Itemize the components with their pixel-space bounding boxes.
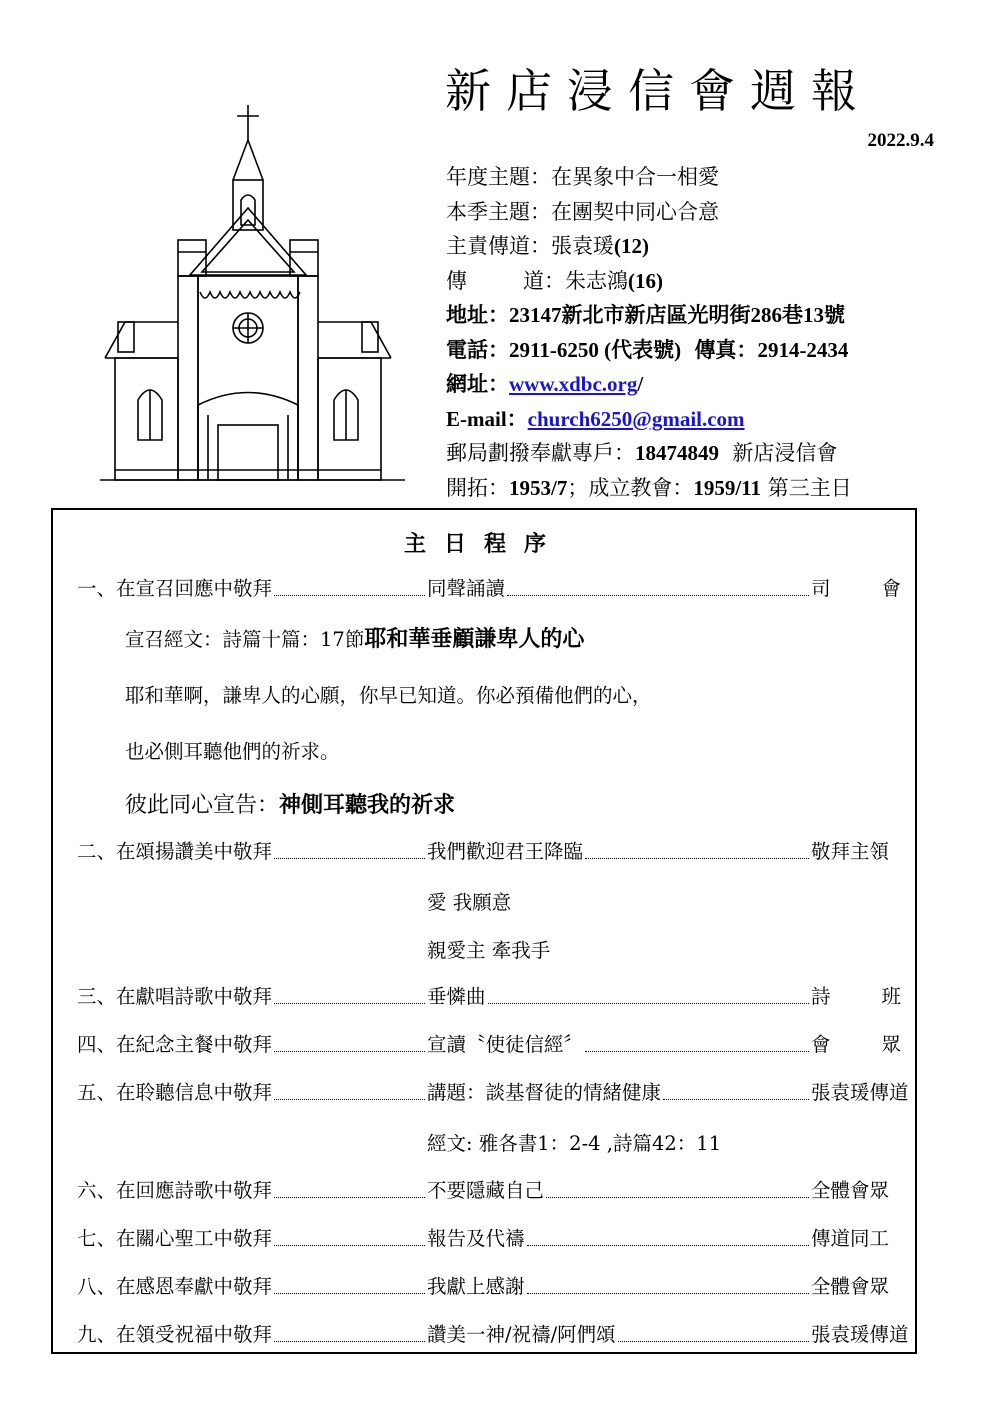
season-theme — [446, 195, 966, 230]
call-verse-title: 耶和華垂顧謙卑人的心 — [364, 626, 585, 652]
postal-label: 郵局劃撥奉獻專戶： — [446, 441, 635, 465]
chief-pastor — [446, 229, 966, 264]
address-zip: 23147 — [509, 303, 562, 327]
founded-label: 開拓： — [446, 475, 509, 500]
fax-label: 傳真： — [694, 337, 758, 362]
address-no: 號 — [824, 303, 845, 327]
row-person: 詩 班 — [811, 985, 901, 1008]
row-item: 我獻上感謝 — [427, 1275, 525, 1298]
row-item: 垂憐曲 — [427, 985, 486, 1008]
row-person: 司 會 — [811, 577, 901, 600]
song-extra-1: 愛 我願意 — [427, 891, 512, 914]
website-link[interactable]: www.xdbc.org — [509, 372, 638, 396]
year-theme-label: 年度主題： — [446, 165, 551, 189]
phone-fax — [446, 333, 966, 368]
established-date: 1959/11 — [693, 475, 762, 500]
declaration — [125, 788, 455, 819]
pastor-label-b: 道： — [523, 268, 565, 293]
year-theme-value: 在異象中合一相愛 — [551, 165, 719, 189]
scripture: 經文: 雅各書1：2-4 ,詩篇42：11 — [427, 1132, 722, 1155]
email-link[interactable]: church6250@gmail.com — [527, 406, 745, 431]
row-number-label: 二、在頌揚讚美中敬拜 — [77, 840, 273, 863]
pastor-name: 朱志鴻 — [565, 268, 628, 293]
email-label: E-mail： — [446, 406, 528, 431]
church-illustration — [100, 100, 410, 490]
phone-label: 電話： — [446, 337, 509, 362]
row-number-label: 一、在宣召回應中敬拜 — [77, 577, 273, 600]
program-row — [77, 1224, 899, 1254]
row-person: 敬拜主領 — [811, 840, 890, 863]
row-person: 全體會眾 — [811, 1179, 890, 1202]
call-text-2: 也必側耳聽他們的祈求。 — [125, 740, 340, 763]
program-title: 主日程序 — [403, 531, 564, 557]
website — [446, 367, 966, 402]
chief-pastor-name: 張袁瑗 — [551, 234, 614, 258]
row-item: 講題：談基督徒的情緒健康 — [427, 1081, 662, 1104]
row-number-label: 六、在回應詩歌中敬拜 — [77, 1179, 273, 1202]
program-row — [77, 1176, 899, 1206]
founded-date: 1953/7 — [509, 475, 568, 500]
email — [446, 402, 966, 437]
row-number-label: 七、在關心聖工中敬拜 — [77, 1227, 273, 1250]
row-item: 同聲誦讀 — [427, 577, 506, 600]
pastor — [446, 264, 966, 299]
row-number-label: 九、在領受祝福中敬拜 — [77, 1323, 273, 1346]
address-lane: 巷 — [782, 303, 803, 327]
row-person: 傳道同工 — [811, 1227, 890, 1250]
season-theme-value: 在團契中同心合意 — [551, 199, 719, 224]
declare-label: 彼此同心宣告： — [125, 793, 280, 818]
row-item: 不要隱藏自己 — [427, 1179, 545, 1202]
row-number-label: 三、在獻唱詩歌中敬拜 — [77, 985, 273, 1008]
postal-account — [446, 436, 966, 471]
year-theme — [446, 160, 966, 195]
program-row — [77, 982, 899, 1012]
founded — [446, 471, 966, 506]
page-title: 新店浸信會週報 — [445, 64, 872, 118]
address-num1: 286 — [750, 303, 782, 327]
program-row — [77, 1030, 899, 1060]
pastor-label-a: 傳 — [446, 268, 467, 293]
season-theme-label: 本季主題： — [446, 199, 551, 224]
call-verse — [125, 622, 584, 653]
postal-name: 新店浸信會 — [732, 441, 838, 465]
established-tail: 第三主日 — [767, 475, 852, 500]
row-person: 張袁瑗傳道 — [811, 1323, 909, 1346]
row-number-label: 五、在聆聽信息中敬拜 — [77, 1081, 273, 1104]
program-row — [77, 574, 899, 604]
declare-text: 神側耳聽我的祈求 — [279, 792, 456, 818]
program-row — [77, 837, 899, 867]
program-row — [77, 1272, 899, 1302]
song-extra-2: 親愛主 牽我手 — [427, 939, 551, 962]
row-item: 我們歡迎君王降臨 — [427, 840, 584, 863]
program-box — [51, 508, 917, 1354]
chief-pastor-label: 主責傳道： — [446, 234, 551, 258]
chief-pastor-num: (12) — [614, 234, 649, 258]
program-row — [77, 1320, 909, 1350]
web-tail: / — [637, 372, 644, 396]
row-person: 張袁瑗傳道 — [811, 1081, 909, 1104]
postal-number: 18474849 — [635, 441, 719, 465]
pastor-num: (16) — [628, 268, 663, 293]
web-label: 網址： — [446, 372, 509, 396]
row-number-label: 四、在紀念主餐中敬拜 — [77, 1033, 273, 1056]
row-item: 報告及代禱 — [427, 1227, 525, 1250]
address-street: 新北市新店區光明街 — [561, 303, 751, 327]
row-number-label: 八、在感恩奉獻中敬拜 — [77, 1275, 273, 1298]
phone-number: 2911-6250 (代表號) — [509, 337, 682, 362]
program-row — [77, 1078, 909, 1108]
row-person: 全體會眾 — [811, 1275, 890, 1298]
established-label: ；成立教會： — [567, 475, 694, 500]
church-info — [446, 160, 966, 505]
address-num2: 13 — [803, 303, 824, 327]
address-label: 地址： — [446, 303, 509, 327]
row-person: 會 眾 — [811, 1033, 901, 1056]
fax-number: 2914-2434 — [757, 337, 849, 362]
row-item: 宣讀〝使徒信經〞 — [427, 1033, 584, 1056]
row-item: 讚美一神/祝禱/阿們頌 — [427, 1323, 616, 1346]
bulletin-date: 2022.9.4 — [867, 130, 934, 151]
call-text-1: 耶和華啊，謙卑人的心願，你早已知道。你必預備他們的心， — [125, 684, 652, 707]
address — [446, 298, 966, 333]
call-verse-label: 宣召經文：詩篇十篇：17節 — [125, 628, 365, 651]
